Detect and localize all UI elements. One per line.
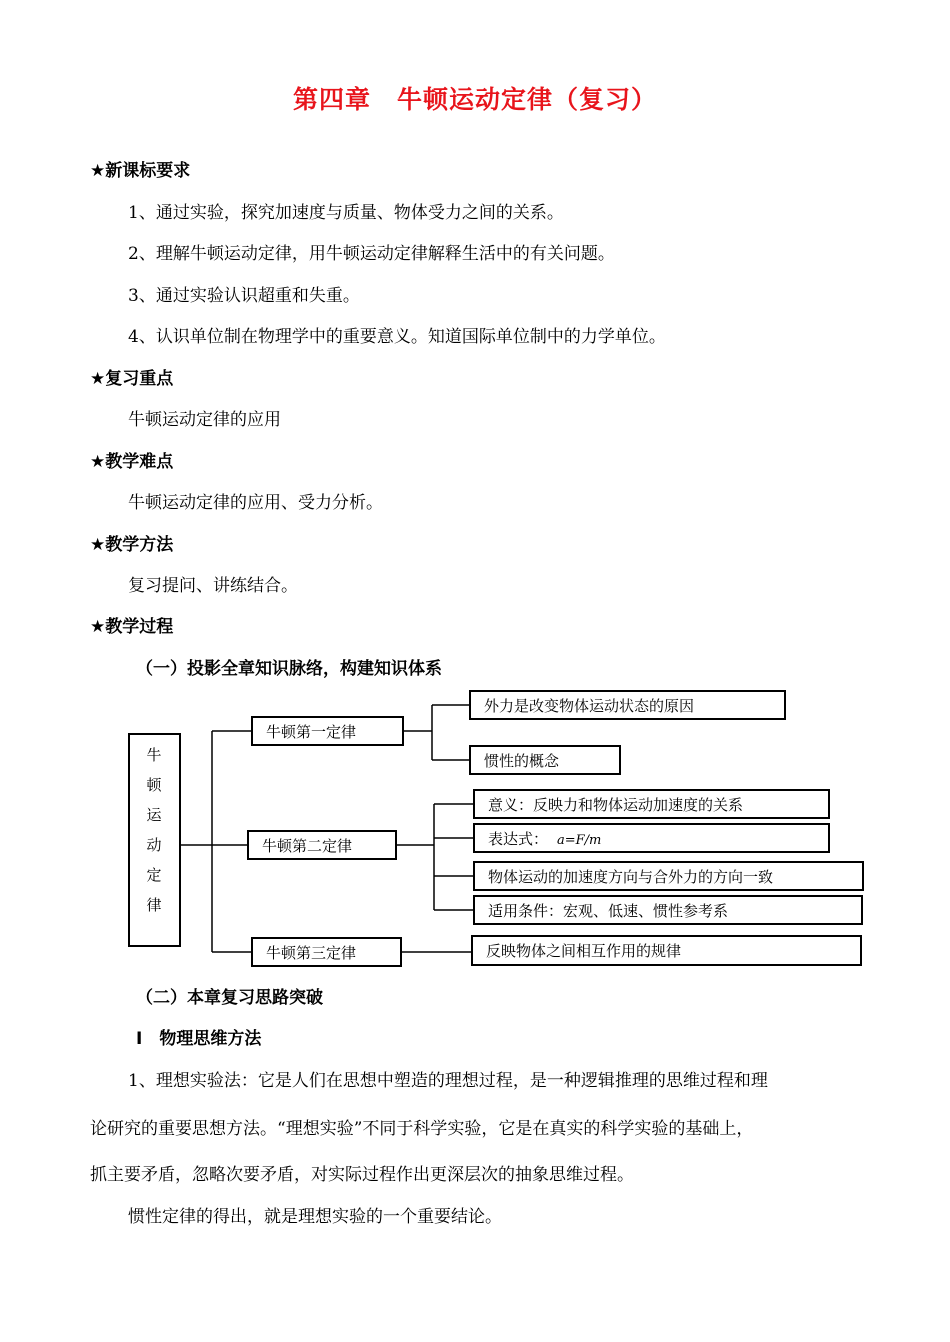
subheading-review-approach: （二）本章复习思路突破 — [136, 988, 323, 1008]
law3-item-1-text: 反映物体之间相互作用的规律 — [486, 942, 682, 960]
paragraph-2: 惯性定律的得出，就是理想实验的一个重要结论。 — [128, 1207, 502, 1227]
key-points-text: 牛顿运动定律的应用 — [128, 410, 281, 430]
page-title: 第四章 牛顿运动定律（复习） — [292, 85, 657, 114]
law2-item-4 — [474, 896, 862, 924]
root-char-1: 牛 — [146, 746, 162, 764]
curriculum-item-2: 2、理解牛顿运动定律，用牛顿运动定律解释生活中的有关问题。 — [128, 244, 615, 264]
law2-item-2-text: 表达式： — [488, 830, 549, 848]
root-char-5: 定 — [146, 866, 162, 884]
law2-node — [248, 831, 396, 859]
root-char-6: 律 — [146, 896, 162, 914]
paragraph-1-line-3: 抓主要矛盾，忽略次要矛盾，对实际过程作出更深层次的抽象思维过程。 — [90, 1165, 634, 1185]
root-char-3: 运 — [146, 806, 162, 824]
root-char-2: 顿 — [146, 776, 162, 794]
paragraph-1-line-1: 1、理想实验法：它是人们在思想中塑造的理想过程，是一种逻辑推理的思维过程和理 — [128, 1071, 768, 1091]
section-heading-key-points: ★复习重点 — [90, 369, 174, 389]
paragraph-1-line-2: 论研究的重要思想方法。“理想实验”不同于科学实验，它是在真实的科学实验的基础上， — [90, 1119, 754, 1139]
subheading-thinking-methods: Ⅰ 物理思维方法 — [136, 1029, 262, 1049]
law1-item-2-text: 惯性的概念 — [484, 752, 560, 770]
law3-item-1 — [472, 936, 861, 965]
law2-label: 牛顿第二定律 — [262, 837, 353, 855]
subheading-knowledge-map: （一）投影全章知识脉络，构建知识体系 — [136, 659, 442, 679]
curriculum-item-1: 1、通过实验，探究加速度与质量、物体受力之间的关系。 — [128, 203, 564, 223]
law1-item-1-text: 外力是改变物体运动状态的原因 — [484, 697, 695, 715]
methods-text: 复习提问、讲练结合。 — [128, 576, 298, 596]
section-heading-process: ★教学过程 — [90, 617, 174, 637]
law1-node — [252, 717, 403, 745]
section-heading-methods: ★教学方法 — [90, 535, 174, 555]
section-heading-curriculum: ★新课标要求 — [90, 161, 191, 181]
curriculum-item-4: 4、认识单位制在物理学中的重要意义。知道国际单位制中的力学单位。 — [128, 327, 666, 347]
root-char-4: 动 — [146, 836, 162, 854]
curriculum-item-3: 3、通过实验认识超重和失重。 — [128, 286, 360, 306]
law2-item-3-text: 物体运动的加速度方向与合外力的方向一致 — [488, 868, 774, 886]
diagram-root — [129, 734, 180, 946]
law1-item-2 — [470, 746, 620, 774]
law3-label: 牛顿第三定律 — [266, 944, 357, 962]
law2-item-2 — [474, 824, 829, 852]
section-heading-difficulties: ★教学难点 — [90, 452, 174, 472]
law2-item-1-text: 意义：反映力和物体运动加速度的关系 — [488, 796, 744, 814]
law1-label: 牛顿第一定律 — [266, 723, 357, 741]
law2-item-3 — [474, 862, 863, 890]
law1-item-1 — [470, 691, 785, 719]
law2-formula: a=F/m — [557, 833, 602, 848]
law2-item-1 — [474, 790, 829, 818]
law3-node — [252, 938, 401, 966]
difficulties-text: 牛顿运动定律的应用、受力分析。 — [128, 493, 383, 513]
law2-item-4-text: 适用条件：宏观、低速、惯性参考系 — [488, 902, 729, 920]
